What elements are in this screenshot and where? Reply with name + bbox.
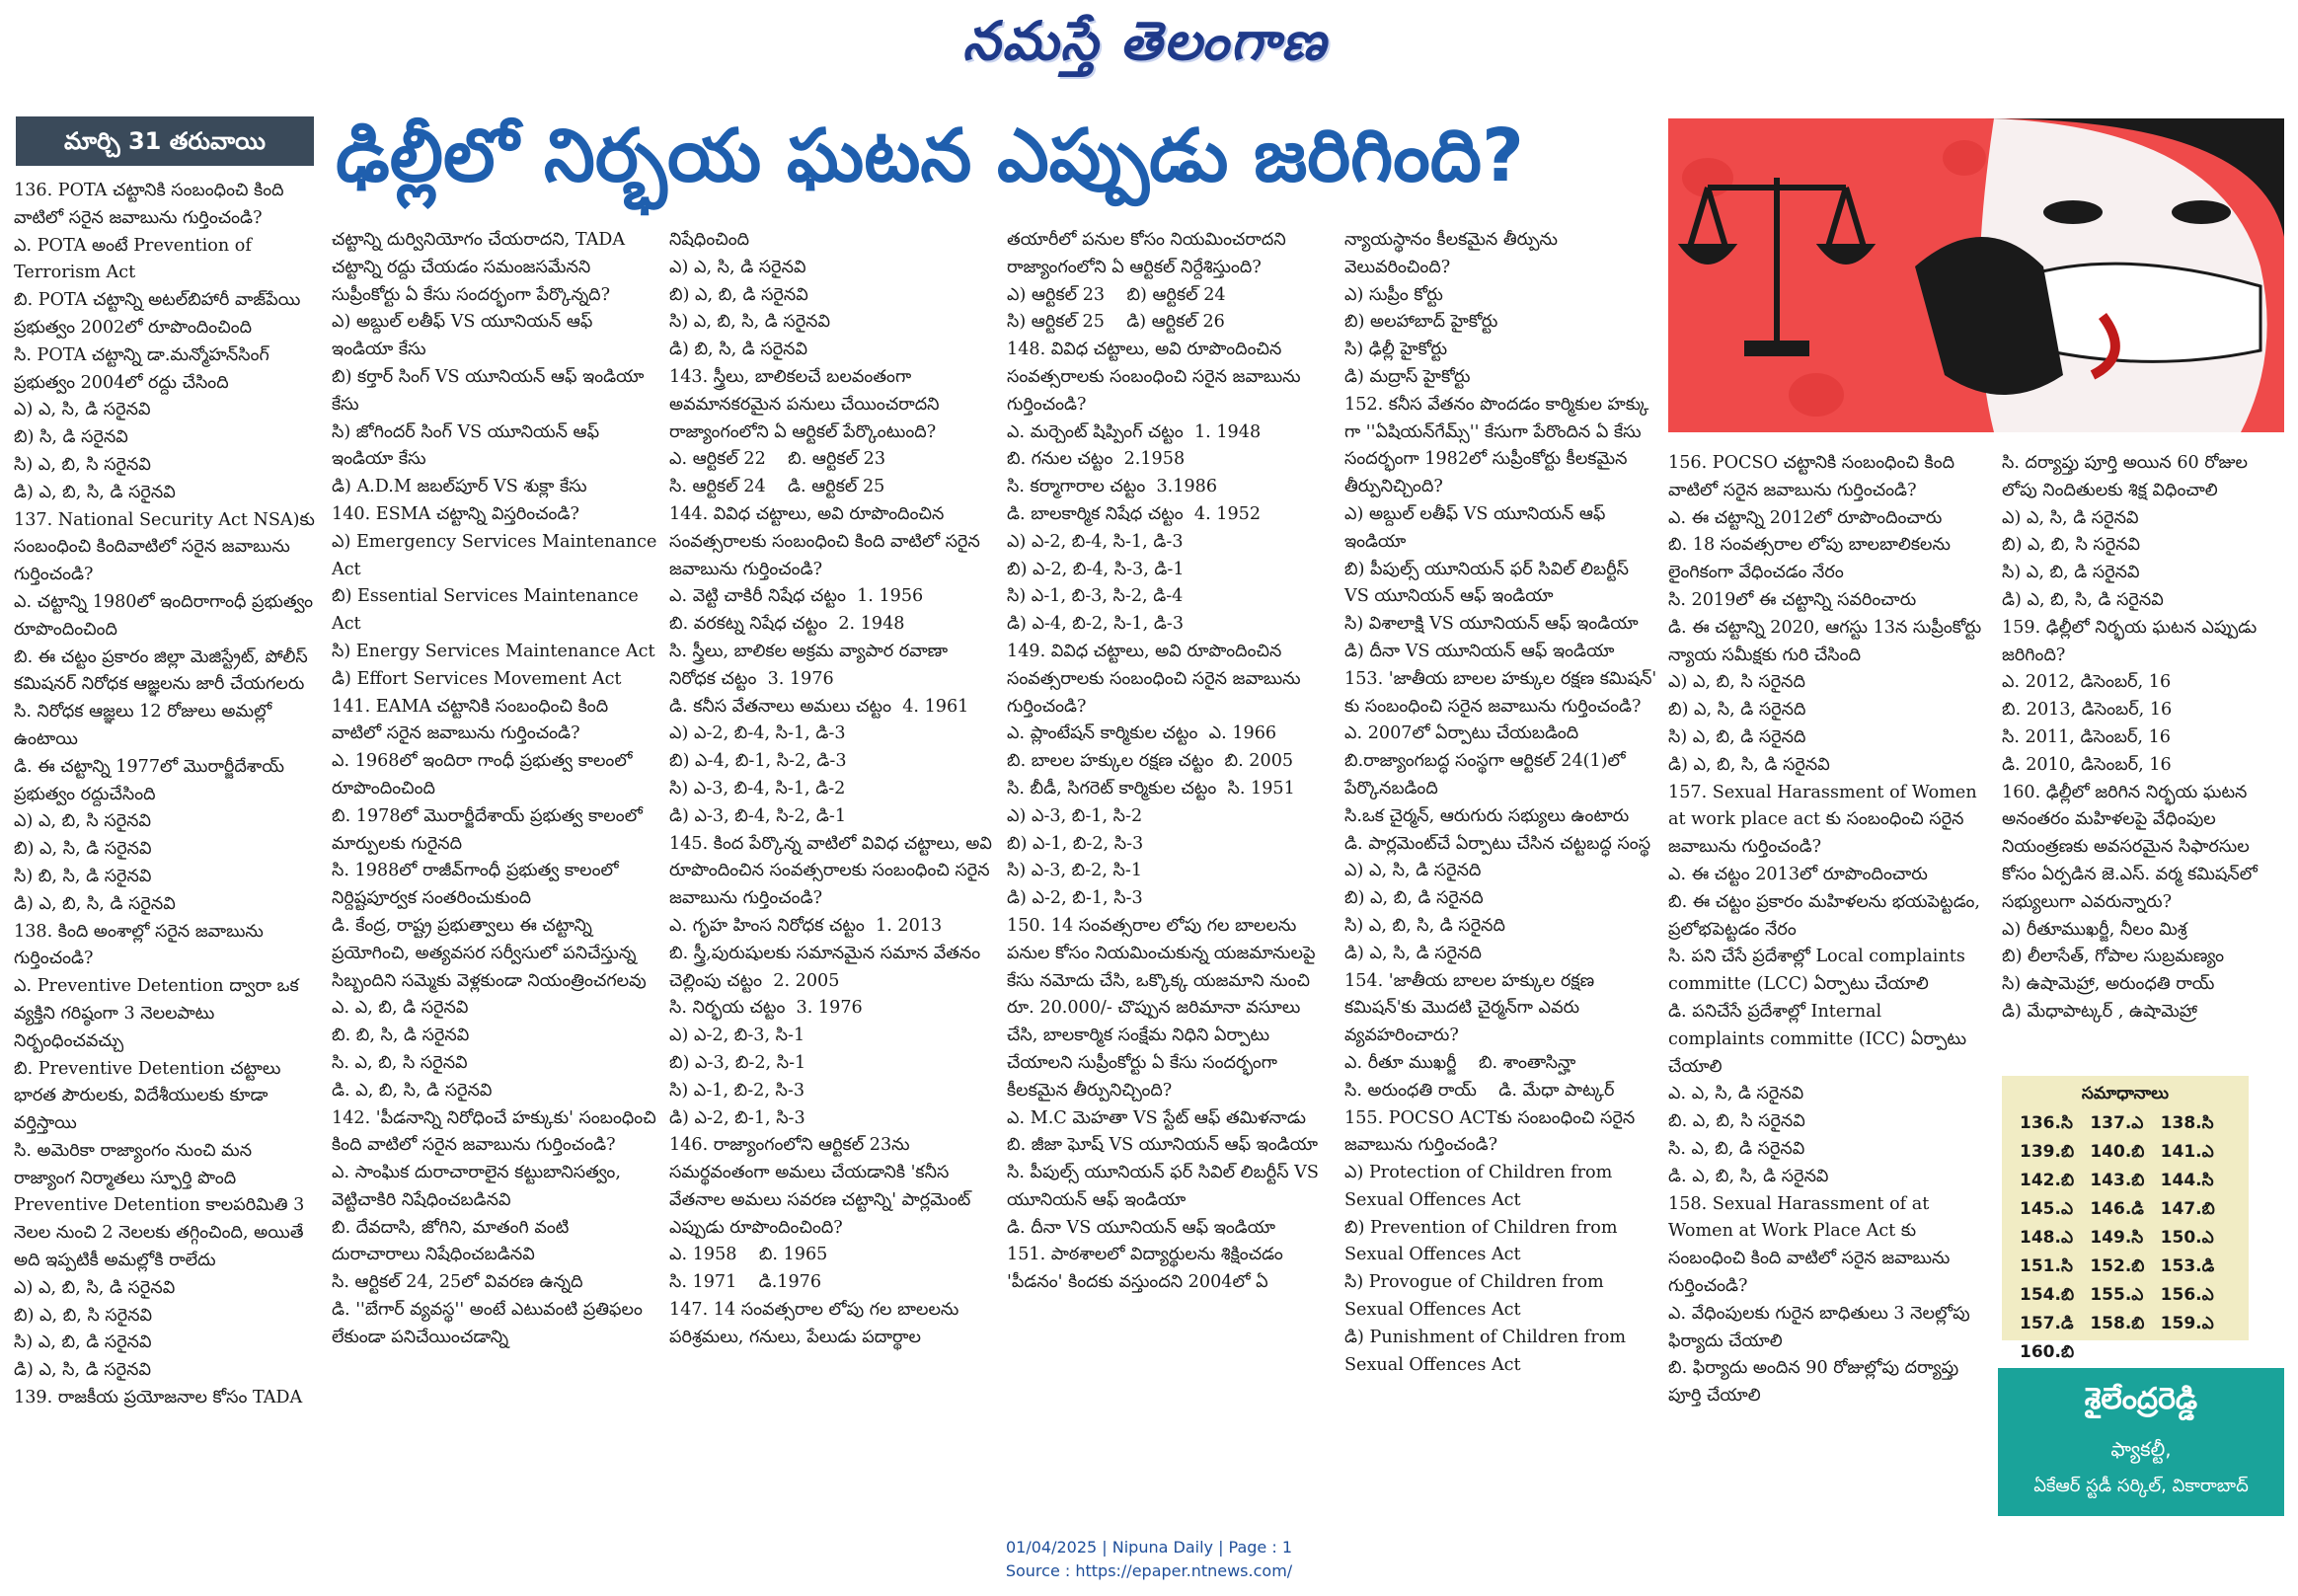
text-line: బి) Prevention of Children from Sexual Offences Act [1344,1217,1624,1265]
answer-item: 136.సి [2020,1113,2073,1133]
text-line: బి. వరకట్న నిషేధ చట్టం 2. 1948 [669,614,905,635]
article-column-5 [1344,227,1662,1505]
author-box [1998,1368,2284,1516]
text-line: 139. రాజకీయ ప్రయోజనాల కోసం TADA [14,1388,303,1408]
text-line: బి) ఎ, బి, సి సరైనవి [2002,535,2141,556]
text-line: బి) ఎ, బి, డి సరైనవి [669,284,808,305]
text-line: డి) మేధాపాట్కర్ , ఉషామెహ్రా [2002,1001,2197,1022]
text-line: సి) ఎ-1, బి-3, సి-2, డి-4 [1007,586,1184,607]
text-line: బి. ఎ, బి, సి సరైనవి [1668,1111,1805,1132]
text-line: డి) Effort Services Movement Act [332,668,622,689]
text-line: డి. ఎ, బి, సి, డి సరైనవి [1668,1166,1829,1186]
text-line: సి. 2019లో ఈ చట్టాన్ని సవరించారు [1668,589,1917,610]
answer-item: 158.బి [2090,1314,2145,1333]
text-line: సి. ఎ, బి, సి సరైనవి [332,1052,468,1073]
text-line: బి. బి, సి, డి సరైనవి [332,1026,470,1046]
answer-item: 157.డి [2020,1314,2074,1333]
answers-title: సమాధానాలు [2081,1084,2170,1103]
text-line: తయారీలో పనుల కోసం నియమించరాదని రాజ్యాంగంలోని ఏ ఆర్టికల్ నిర్దేశిస్తుంది? [1007,230,1292,277]
text-line: 138. కింది అంశాల్లో సరైన జవాబును గుర్తించండి? [14,921,269,969]
text-line: ఎ. మర్చెంట్ షిప్పింగ్ చట్టం 1. 1948 [1007,421,1262,442]
article-column-2 [332,227,662,1505]
text-line: 144. వివిధ చట్టాలు, అవి రూపొందించిన సంవత్సరాలకు సంబంధించి కింది వాటిలో సరైన జవాబును గుర్తించండి? [669,503,986,579]
text-line: సి. నిరోధక ఆజ్ఞలు 12 రోజులు అమల్లో ఉంటాయి [14,702,277,749]
text-line: ఎ. సాంఘిక దురాచారాలైన కట్టుబానిసత్వం, వెట్టిచాకిరి నిషేధించబడినవి [332,1163,627,1210]
text-line: సి. పని చేసే ప్రదేశాల్లో Local complaints committe (LCC) ఏర్పాటు చేయాలి [1668,947,1971,995]
text-line: 142. 'పీడనాన్ని నిరోధించే హక్కుకు' సంబంధించి కింది వాటిలో సరైన జవాబును గుర్తించండి? [332,1107,662,1156]
text-line: సి. ఎ, బి, డి సరైనవి [1668,1138,1805,1159]
text-line: సి. POTA చట్టాన్ని డా.మన్మోహన్‌సింగ్ ప్రభుత్వం 2004లో రద్దు చేసింది [14,344,275,393]
text-line: 156. POCSO చట్టానికి సంబంధించి కింది వాటిలో సరైన జవాబును గుర్తించండి? [1668,453,1960,500]
text-line: సి.ఒక చైర్మన్, ఆరుగురు సభ్యులు ఉంటారు [1344,805,1630,826]
answers-grid [2002,1113,2249,1366]
text-line: బి. జీజా ఘోష్ VS యూనియన్ ఆఫ్ ఇండియా [1007,1135,1319,1156]
text-line: ఎ) ఎ, సి, డి సరైనవి [669,257,806,277]
text-line: 151. పాఠశాలలో విద్యార్థులను శిక్షించడం 'పీడనం' కిందకు వస్తుందని 2004లో ఏ [1007,1245,1289,1293]
answer-item: 154.బి [2020,1285,2075,1305]
text-line: 158. Sexual Harassment of at Women at Work Place Act కు సంబంధించి కింది వాటిలో సరైన జవాబును గుర్తించండి? [1668,1193,1955,1296]
text-line: బి. దేవదాసి, జోగిని, మాతంగి వంటి దురాచారాలు నిషేధించబడినవి [332,1217,574,1265]
text-line: డి. 2010, డిసెంబర్, 16 [2002,754,2172,775]
text-line: సి) ఎ-3, బి-4, సి-1, డి-2 [669,778,846,798]
text-line: బి) ఎ, బి, డి సరైనది [1344,888,1484,909]
text-line: బి. POTA చట్టాన్ని అటల్‌బిహారీ వాజ్‌పేయి ప్రభుత్వం 2002లో రూపొందించింది [14,290,307,338]
text-line: 143. స్త్రీలు, బాలికలచే బలవంతంగా అవమానకరమైన పనులు చేయించరాదని రాజ్యాంగంలోని ఏ ఆర్టికల్ పేర్కొంటుంది? [669,366,946,442]
text-line: సి) ఎ-1, బి-2, సి-3 [669,1080,805,1101]
text-line: నిషేధించింది [669,230,750,250]
text-line: బి. 18 సంవత్సరాల లోపు బాలబాలికలను లైంగికంగా వేధించడం నేరం [1668,535,1956,583]
text-line: బి) ఎ, బి, సి సరైనవి [14,1305,153,1326]
answer-item: 151.సి [2020,1256,2073,1276]
text-line: సి. 2011, డిసెంబర్, 16 [2002,726,2171,747]
answer-item: 160.బి [2020,1342,2075,1362]
text-line: ఎ) Emergency Services Maintenance Act [332,531,662,579]
text-line: సి) ఎ, బి, డి సరైనది [1668,726,1806,747]
text-line: ఎ. రీతూ ముఖర్జీ బి. శాంతాసిన్హా [1344,1052,1576,1073]
answers-box [2002,1076,2249,1362]
text-line: సి. పీపుల్స్ యూనియన్ ఫర్ సివిల్ లిబర్టీస్ VS యూనియన్ ఆఫ్ ఇండియా [1007,1163,1325,1210]
text-line: డి) Punishment of Children from Sexual Offences Act [1344,1327,1632,1375]
text-line: సి) ఎ, బి, సి సరైనవి [14,454,151,475]
text-line: డి) A.D.M జబల్‌పూర్ VS శుక్లా కేసు [332,477,587,497]
answer-item: 144.సి [2160,1171,2214,1190]
text-line: 146. రాజ్యాంగంలోని ఆర్టికల్ 23ను సమర్థవంతంగా అమలు చేయడానికి 'కనీస వేతనాల అమలు సవరణ చట్టాన్ని' పార్లమెంట్ ఎప్పుడు రూపొందించింది? [669,1135,976,1238]
text-line: ఎ) ఎ, బి, సి సరైనవి [14,811,151,832]
section-tag: మార్చి 31 తరువాయి [16,116,314,166]
text-line: ఎ) ఎ-2, బి-4, సి-1, డి-3 [1007,531,1184,552]
text-line: 152. కనీస వేతనం పొందడం కార్మికుల హక్కు గా ''ఏషియన్‌గేమ్స్'' కేసుగా పేరొందిన ఏ కేసు సందర్భంగా 1982లో సుప్రీంకోర్టు కీలకమైన తీర్పునిచ్చింది? [1344,394,1654,497]
text-line: సి. 1971 డి.1976 [669,1272,822,1293]
text-line: సి) Provogue of Children from Sexual Offences Act [1344,1272,1610,1321]
text-line: బి. ఫిర్యాదు అందిన 90 రోజుల్లోపు దర్యాప్తు పూర్తి చేయాలి [1668,1358,1964,1406]
text-line: ఎ. 2007లో ఏర్పాటు చేయబడింది [1344,723,1579,744]
text-line: ఎ. POTA అంటే Prevention of Terrorism Act [14,235,258,283]
text-line: చట్టాన్ని దుర్వినియోగం చేయరాదని, TADA చట్టాన్ని రద్దు చేయడం సమంజసమేనని సుప్రీంకోర్టు ఏ కేసు సందర్భంగా పేర్కొన్నది? [332,230,631,305]
text-line: ఎ) ఎ-2, బి-3, సి-1 [669,1026,805,1046]
text-line: 150. 14 సంవత్సరాల లోపు గల బాలలను పనుల కోసం నియమించుకున్న యజమానులపై కేసు నమోదు చేసి, ఒక్కొక్క యజమాని నుంచి రూ. 20.000/- చొప్పున జరిమానా వసూలు చేసి, బాలకార్మిక సంక్షేమ నిధిని ఏర్పాటు చేయాలని సుప్రీంకోర్టు ఏ కేసు సందర్భంగా కీలకమైన తీర్పునిచ్చింది? [1007,915,1322,1101]
author-organization: ఏకేఆర్ స్టడీ సర్కిల్, వికారాబాద్ [2033,1476,2249,1496]
answer-item: 148.ఎ [2020,1228,2074,1248]
text-line: 149. వివిధ చట్టాలు, అవి రూపొందించిన సంవత్సరాలకు సంబంధించి సరైన జవాబును గుర్తించండి? [1007,641,1307,717]
text-line: సి. స్త్రీలు, బాలికల అక్రమ వ్యాపార రవాణా నిరోధక చట్టం 3. 1976 [669,641,954,689]
text-line: బి. గనుల చట్టం 2.1958 [1007,449,1186,470]
answer-item: 155.ఎ [2090,1285,2144,1305]
text-line: సి. ఆర్టికల్ 24 డి. ఆర్టికల్ 25 [669,477,885,497]
answer-item: 139.బి [2020,1142,2075,1162]
text-line: 154. 'జాతీయ బాలల హక్కుల రక్షణ కమిషన్'కు మొదటి చైర్మన్‌గా ఎవరు వ్యవహరించారు? [1344,970,1600,1046]
text-line: డి) ఎ-2, బి-1, సి-3 [1007,888,1143,909]
text-line: డి) మద్రాస్ హైకోర్టు [1344,366,1471,387]
scales-of-justice-icon [1684,178,1870,353]
text-line: ఎ) ఎ, సి, డి సరైనవి [2002,507,2139,528]
article-column-3 [669,227,998,1505]
text-line: సి. 1988లో రాజీవ్‌గాంధీ ప్రభుత్వ కాలంలో నిర్దిష్టపూర్వక సంతరించుకుంది [332,861,625,909]
text-line: ఎ) ఎ, బి, సి, డి సరైనవి [14,1277,176,1298]
illustration-image [1668,118,2284,432]
text-line: బి) Essential Services Maintenance Act [332,586,645,635]
text-line: బి) పీపుల్స్ యూనియన్ ఫర్ సివిల్ లిబర్టీస్ VS యూనియన్ ఆఫ్ ఇండియా [1344,559,1635,607]
text-line: ఎ) ఎ-3, బి-1, సి-2 [1007,805,1143,826]
article-column-6 [1668,450,1987,1506]
text-line: ఎ. గృహ హింస నిరోధక చట్టం 1. 2013 [669,915,943,936]
answer-item: 149.సి [2090,1228,2144,1248]
text-line: సి) బి, సి, డి సరైనవి [14,866,152,886]
text-line: డి. పార్లమెంట్‌చే ఏర్పాటు చేసిన చట్టబద్ధ సంస్థ [1344,833,1651,854]
text-line: బి. Preventive Detention చట్టాలు భారత పౌరులకు, విదేశీయులకు కూడా వర్తిస్తాయి [14,1058,287,1134]
text-line: డి. కేంద్ర, రాష్ట్ర ప్రభుత్వాలు ఈ చట్టాన్ని ప్రయోగించి, అత్యవసర సర్వీసులో పనిచేస్తున్న సిబ్బందిని సమ్మెకు వెళ్లకుండా నియంత్రించగలవు [332,915,647,991]
answer-item: 140.బి [2090,1142,2145,1162]
text-line: ఎ. చట్టాన్ని 1980లో ఇందిరాగాంధీ ప్రభుత్వం రూపొందించింది [14,591,319,640]
text-line: డి) ఎ-2, బి-1, సి-3 [669,1107,805,1128]
text-line: బి) ఎ-2, బి-4, సి-3, డి-1 [1007,559,1185,579]
text-line: డి. బాలకార్మిక నిషేధ చట్టం 4. 1952 [1007,503,1262,524]
text-line: ఎ) ఆర్టికల్ 23 బి) ఆర్టికల్ 24 [1007,284,1226,305]
text-line: ఎ. ఈ చట్టాన్ని 2012లో రూపొందించారు [1668,507,1943,528]
text-line: 159. ఢిల్లీలో నిర్భయ ఘటన ఎప్పుడు జరిగింది? [2002,617,2262,665]
answer-item: 138.సి [2160,1113,2214,1133]
text-line: ఎ. 1968లో ఇందిరా గాంధీ ప్రభుత్వ కాలంలో రూపొందించింది [332,751,639,798]
text-line: 153. 'జాతీయ బాలల హక్కుల రక్షణ కమిషన్' కు సంబంధించి సరైన జవాబును గుర్తించండి? [1344,668,1662,717]
text-line: డి. పనిచేసే ప్రదేశాల్లో Internal complaints committe (ICC) ఏర్పాటు చేయాలి [1668,1001,1972,1077]
answer-item: 147.బి [2160,1199,2215,1219]
text-line: సి) జోగిందర్ సింగ్ VS యూనియన్ ఆఫ్ ఇండియా కేసు [332,421,605,470]
text-line: 157. Sexual Harassment of Women at work place act కు సంబంధించి సరైన జవాబును గుర్తించండి? [1668,782,1983,858]
text-line: బి.రాజ్యాంగబద్ధ సంస్థగా ఆర్టికల్ 24(1)లో పేర్కొనబడింది [1344,751,1632,798]
text-line: 137. National Security Act NSA)కు సంబంధించి కిందివాటిలో సరైన జవాబును గుర్తించండి? [14,509,321,585]
text-line: బి) లీలాసేత్, గోపాల సుబ్రమణ్యం [2002,947,2225,967]
text-line: సి. బీడీ, సిగరెట్ కార్మికుల చట్టం సి. 1951 [1007,778,1295,798]
text-line: బి) సి, డి సరైనవి [14,427,128,448]
text-line: డి) ఎ-3, బి-4, సి-2, డి-1 [669,805,847,826]
text-line: ఎ. వేధింపులకు గురైన బాధితులు 3 నెలల్లోపు ఫిర్యాదు చేయాలి [1668,1303,1976,1351]
text-line: సి) ఎ, బి, డి సరైనవి [2002,563,2140,583]
text-line: డి. ''బేగార్ వ్యవస్థ'' అంటే ఎటువంటి ప్రతిఫలం లేకుండా పనిచేయించడాన్ని [332,1300,649,1347]
author-role: ఫ్యాకల్టీ, [2110,1437,2172,1461]
text-line: 136. POTA చట్టానికి సంబంధించి కింది వాటిలో సరైన జవాబును గుర్తించండి? [14,181,290,228]
text-line: బి) అలహాబాద్ హైకోర్టు [1344,312,1498,333]
text-line: ఎ) Protection of Children from Sexual Offences Act [1344,1163,1618,1210]
text-line: ఎ. M.C మెహతా VS స్టేట్ ఆఫ్ తమిళనాడు [1007,1107,1307,1128]
text-line: సి. అమెరికా రాజ్యాంగం నుంచి మన రాజ్యాంగ నిర్మాతలు స్ఫూర్తి పొంది Preventive Detention కాలపరిమితి 3 నెలల నుంచి 2 నెలలకు తగ్గించింది, అయితే అది ఇప్పటికీ అమల్లోకి రాలేదు [14,1140,310,1271]
text-line: 148. వివిధ చట్టాలు, అవి రూపొందించిన సంవత్సరాలకు సంబంధించి సరైన జవాబును గుర్తించండి? [1007,340,1307,415]
answer-item: 143.బి [2090,1171,2145,1190]
text-line: సి) ఎ, బి, సి, డి సరైనది [1344,915,1505,936]
text-line: ఎ) ఎ, సి, డి సరైనది [1344,861,1482,881]
text-line: ఎ. వెట్టి చాకిరీ నిషేధ చట్టం 1. 1956 [669,586,924,607]
text-line: 141. EAMA చట్టానికి సంబంధించి కింది వాటిలో సరైన జవాబును గుర్తించండి? [332,696,614,744]
text-line: ఎ. Preventive Detention ద్వారా ఒక వ్యక్తిని గరిష్ఠంగా 3 నెలలపాటు నిర్బంధించవచ్చు [14,976,305,1051]
text-line: డి) ఎ, బి, సి, డి సరైనవి [14,482,176,502]
text-line: ఎ. ఎ, సి, డి సరైనవి [1668,1084,1804,1104]
text-line: బి. స్త్రీ,పురుషులకు సమానమైన సమాన వేతనం చెల్లింపు చట్టం 2. 2005 [669,943,986,991]
article-headline: ఢిల్లీలో నిర్భయ ఘటన ఎప్పుడు జరిగింది? [336,114,1524,198]
text-line: సి. కర్మాగారాల చట్టం 3.1986 [1007,477,1218,497]
text-line: 160. ఢిల్లీలో జరిగిన నిర్భయ ఘటన అనంతరం మహిళలపై వేధింపుల నియంత్రణకు అవసరమైన సిఫారసుల కోసం ఏర్పడిన జె.ఎస్. వర్మ కమిషన్‌లో సభ్యులుగా ఎవరున్నారు? [2002,782,2263,912]
text-line: డి. ఎ, బి, సి, డి సరైనవి [332,1080,493,1101]
footer-page-info: 01/04/2025 | Nipuna Daily | Page : 1 [1005,1538,1293,1557]
answer-item: 137.ఎ [2090,1113,2144,1133]
text-line: సి) ఎ, బి, డి సరైనవి [14,1332,152,1353]
answer-item: 153.డి [2160,1256,2215,1276]
text-line: సి. ఆర్టికల్ 24, 25లో వివరణ ఉన్నది [332,1272,583,1293]
text-line: బి. ఈ చట్టం ప్రకారం మహిళలను భయపెట్టడం, ప్రలోభపెట్టడం నేరం [1668,891,1986,940]
text-line: డి) ఎ, బి, సి, డి సరైనవి [1668,754,1830,775]
text-line: సి) ఢిల్లీ హైకోర్టు [1344,340,1448,360]
text-line: డి. కనీస వేతనాలు అమలు చట్టం 4. 1961 [669,696,969,717]
text-line: ఎ. ఆర్టికల్ 22 బి. ఆర్టికల్ 23 [669,449,886,470]
answer-item: 145.ఎ [2020,1199,2074,1219]
text-line: బి) ఎ-4, బి-1, సి-2, డి-3 [669,751,847,772]
text-line: బి) ఎ-3, బి-2, సి-1 [669,1052,806,1073]
text-line: డి) ఎ, సి, డి సరైనవి [14,1360,151,1381]
answer-item: 150.ఎ [2160,1228,2214,1248]
text-line: న్యాయస్థానం కీలకమైన తీర్పును వెలువరించింది? [1344,230,1564,277]
text-line: ఎ. ప్లాంటేషన్ కార్మికుల చట్టం ఎ. 1966 [1007,723,1277,744]
footer-source: Source : https://epaper.ntnews.com/ [1005,1561,1293,1580]
text-line: సి) ఎ-3, బి-2, సి-1 [1007,861,1143,881]
answer-item: 141.ఎ [2160,1142,2214,1162]
text-line: బి) కర్తార్ సింగ్ VS యూనియన్ ఆఫ్ ఇండియా కేసు [332,366,651,415]
answer-item: 142.బి [2020,1171,2075,1190]
text-line: బి. బాలల హక్కుల రక్షణ చట్టం బి. 2005 [1007,751,1294,772]
text-line: ఎ. ఈ చట్టం 2013లో రూపొందించారు [1668,864,1928,884]
text-line: 140. ESMA చట్టాన్ని విస్తరించండి? [332,503,579,524]
text-line: డి. ఈ చట్టాన్ని 1977లో మొరార్జీదేశాయ్ ప్రభుత్వం రద్దుచేసింది [14,756,290,804]
text-line: సి. అరుంధతి రాయ్ డి. మేధా పాట్కర్ [1344,1080,1615,1101]
text-line: బి. 2013, డిసెంబర్, 16 [2002,700,2173,721]
text-line: బి) ఎ, సి, డి సరైనవి [14,839,152,860]
text-line: ఎ) ఎ-2, బి-4, సి-1, డి-3 [669,723,846,744]
text-line: ఎ) సుప్రీం కోర్టు [1344,284,1443,305]
text-line: సి. దర్యాప్తు పూర్తి అయిన 60 రోజుల లోపు నిందితులకు శిక్ష విధించాలి [2002,453,2254,500]
text-line: డి) ఎ, సి, డి సరైనది [1344,943,1482,963]
answer-item: 146.డి [2090,1199,2144,1219]
text-line: డి. దీనా VS యూనియన్ ఆఫ్ ఇండియా [1007,1217,1276,1238]
text-line: డి) దీనా VS యూనియన్ ఆఫ్ ఇండియా [1344,641,1615,661]
text-line: డి) ఎ, బి, సి, డి సరైనవి [2002,589,2164,610]
text-line: సి) ఎ, బి, సి, డి సరైనవి [669,312,831,333]
text-line: సి) Energy Services Maintenance Act [332,641,655,661]
text-line: డి) బి, సి, డి సరైనవి [669,340,808,360]
article-column-7 [2002,450,2288,1062]
newspaper-masthead: నమస్తే తెలంగాణ [962,10,1328,72]
text-line: బి) ఎ, సి, డి సరైనది [1668,700,1806,721]
text-line: బి. ఈ చట్టం ప్రకారం జిల్లా మెజిస్ట్రేట్, పోలీస్ కమిషనర్ నిరోధక ఆజ్ఞలను జారీ చేయగలరు [14,646,314,695]
answer-item: 159.ఎ [2160,1314,2214,1333]
text-line: 147. 14 సంవత్సరాల లోపు గల బాలలను పరిశ్రమలు, గనులు, పేలుడు పదార్థాల [669,1300,964,1347]
text-line: డి. ఈ చట్టాన్ని 2020, ఆగస్టు 13న సుప్రీంకోర్టు న్యాయ సమీక్షకు గురి చేసింది [1668,617,1987,665]
answer-item: 152.బి [2090,1256,2145,1276]
text-line: ఎ) అబ్దుల్ లతీఫ్ VS యూనియన్ ఆఫ్ ఇండియా కేసు [332,312,598,360]
text-line: సి) విశాలాక్షి VS యూనియన్ ఆఫ్ ఇండియా [1344,614,1639,635]
text-line: సి) ఆర్టికల్ 25 డి) ఆర్టికల్ 26 [1007,312,1225,333]
text-line: ఎ. 1958 బి. 1965 [669,1245,828,1265]
text-line: 145. కింద పేర్కొన్న వాటిలో వివిధ చట్టాలు, అవి రూపొందించిన సంవత్సరాలకు సంబంధించి సరైన జవాబును గుర్తించండి? [669,833,998,909]
text-line: ఎ. ఎ, బి, డి సరైనవి [332,998,469,1019]
text-line: ఎ) అబ్దుల్ లతీఫ్ VS యూనియన్ ఆఫ్ ఇండియా [1344,503,1611,552]
author-name: శైలేంద్రరెడ్డి [2084,1382,2198,1416]
text-line: ఎ) ఎ, సి, డి సరైనవి [14,400,151,420]
text-line: ఎ) ఎ, బి, సి సరైనది [1668,672,1805,693]
article-column-1 [14,178,321,1505]
article-column-4 [1007,227,1333,1505]
text-line: బి. 1978లో మొరార్జీదేశాయ్ ప్రభుత్వ కాలంలో మార్పులకు గురైనది [332,805,649,854]
text-line: బి) ఎ-1, బి-2, సి-3 [1007,833,1144,854]
text-line: సి. నిర్భయ చట్టం 3. 1976 [669,998,863,1019]
text-line: 155. POCSO ACTకు సంబంధించి సరైన జవాబును గుర్తించండి? [1344,1107,1641,1156]
text-line: సి) ఉషామెహ్రా, అరుంధతి రాయ్ [2002,974,2215,995]
text-line: డి) ఎ-4, బి-2, సి-1, డి-3 [1007,614,1185,635]
text-line: ఎ. 2012, డిసెంబర్, 16 [2002,672,2172,693]
text-line: డి) ఎ, బి, సి, డి సరైనవి [14,893,176,914]
answer-item: 156.ఎ [2160,1285,2214,1305]
text-line: ఎ) రీతూముఖర్జీ, నీలం మిశ్ర [2002,919,2187,940]
